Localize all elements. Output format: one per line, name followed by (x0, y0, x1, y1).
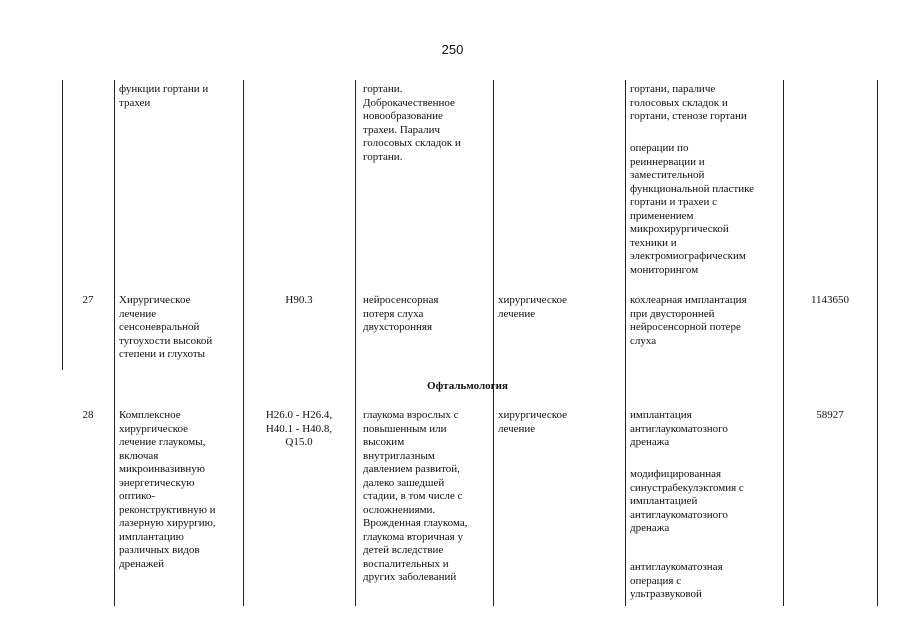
section-title: Офтальмология (427, 380, 508, 392)
row-28-method-c: антиглаукоматозная операция с ультразвуковой (630, 561, 723, 600)
page-number: 250 (441, 42, 464, 57)
table-border-left (62, 80, 63, 370)
row-27-cost: 1143650 (810, 294, 850, 306)
row-28-code: H26.0 - H26.4, H40.1 - H40.8, Q15.0 (265, 409, 333, 448)
table-border-right (877, 80, 878, 606)
continued-row-diagnosis: гортани. Доброкачественное новообразование трахеи. Паралич голосовых складок и гортани. (363, 83, 461, 163)
column-divider-2 (243, 80, 244, 606)
row-28-number: 28 (82, 409, 94, 421)
row-28-method-a: имплантация антиглаукоматозного дренажа (630, 409, 728, 448)
row-27-number: 27 (82, 294, 94, 306)
row-27-name: Хирургическое лечение сенсоневральной тугоухости высокой степени и глухоты (119, 294, 213, 360)
column-divider-3 (355, 80, 356, 606)
row-28-cost: 58927 (816, 409, 844, 421)
continued-row-method-b: операции по реиннервации и заместительной функциональной пластике гортани и трахеи с применением микрохирургической техники и электромиографическим мониторингом (630, 142, 755, 276)
row-27-code: H90.3 (285, 294, 313, 306)
column-divider-4 (493, 80, 494, 606)
continued-row-name: функции гортани и трахеи (119, 83, 209, 109)
row-27-diagnosis: нейросенсорная потеря слуха двухсторонняя (363, 294, 439, 333)
row-28-name: Комплексное хирургическое лечение глаукомы, включая микроинвазивную энергетическую оптико- реконструктивную и лазерную хирургию, имплантацию различных видов дренажей (119, 409, 216, 570)
row-28-diagnosis: глаукома взрослых с повышенным или высоким внутриглазным давлением развитой, далеко зашедшей стадии, в том числе с осложнениями. Врожденная глаукома, глаукома вторичная у детей вследствие воспалительных и других заболеваний (363, 409, 468, 583)
continued-row-method-a: гортани, параличе голосовых складок и гортани, стенозе гортани (630, 83, 747, 122)
row-28-treatment: хирургическое лечение (498, 409, 568, 435)
row-27-method: кохлеарная имплантация при двусторонней нейросенсорной потере слуха (630, 294, 747, 347)
column-divider-1 (114, 80, 115, 606)
column-divider-6 (783, 80, 784, 606)
row-27-treatment: хирургическое лечение (498, 294, 568, 320)
column-divider-5 (625, 80, 626, 606)
row-28-method-b: модифицированная синустрабекулэктомия с имплантацией антиглаукоматозного дренажа (630, 468, 744, 534)
